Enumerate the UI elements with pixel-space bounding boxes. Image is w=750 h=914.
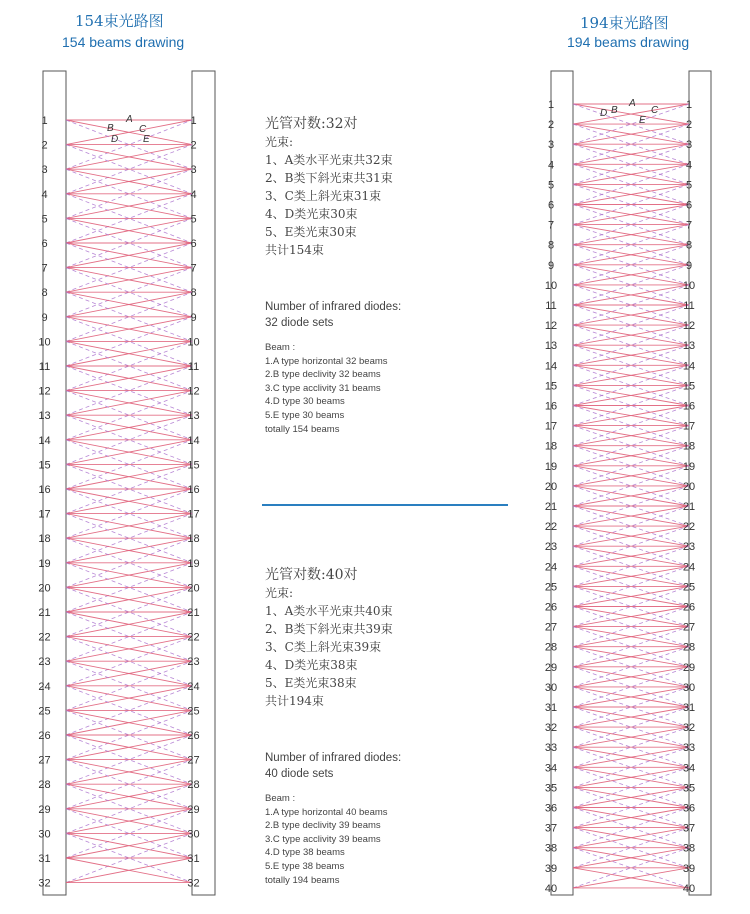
diode-number-right: 1: [190, 115, 197, 127]
beam-type-letter: A: [126, 114, 133, 125]
diode-number-left: 20: [544, 480, 558, 493]
diode-number-left: 18: [38, 533, 51, 546]
diode-number-right: 18: [682, 440, 696, 453]
diode-number-left: 11: [545, 300, 557, 312]
diode-number-left: 28: [38, 779, 51, 792]
diode-number-left: 27: [38, 754, 51, 767]
diode-number-left: 21: [38, 607, 51, 619]
diode-number-left: 27: [544, 621, 558, 634]
beam-line-zh: 4、D类光束38束: [265, 658, 358, 672]
diode-number-left: 9: [41, 311, 48, 324]
right-title-zh: 194束光路图: [580, 14, 669, 32]
diode-number-right: 24: [682, 561, 696, 574]
diode-number-left: 37: [544, 822, 558, 835]
diode-number-left: 10: [544, 279, 558, 292]
diode-number-left: 11: [38, 361, 51, 373]
diode-number-right: 10: [187, 336, 200, 349]
beam-type-letter: B: [107, 123, 114, 134]
diode-number-left: 30: [38, 828, 51, 841]
diode-number-left: 2: [41, 139, 48, 152]
diode-number-left: 31: [544, 702, 558, 714]
diode-number-right: 4: [190, 188, 197, 201]
beam-type-letter: C: [139, 124, 147, 135]
beam-type-letter: D: [600, 108, 608, 119]
diode-number-right: 3: [685, 139, 693, 152]
diode-number-left: 24: [544, 561, 558, 574]
diode-number-right: 38: [682, 842, 696, 855]
diode-number-left: 17: [544, 420, 558, 433]
diode-number-right: 33: [682, 742, 696, 755]
diode-number-left: 34: [544, 762, 558, 775]
section-divider: [262, 504, 508, 506]
diode-number-right: 7: [685, 219, 693, 232]
diode-number-left: 13: [38, 410, 51, 423]
beam-line-en: 3.C type acclivity 39 beams: [265, 833, 381, 845]
beam-type-letter: C: [651, 105, 659, 116]
diode-number-left: 25: [544, 581, 558, 594]
diode-number-right: 23: [682, 541, 696, 554]
diode-number-right: 34: [682, 762, 696, 775]
beam-heading-en: Beam :: [265, 793, 296, 804]
diode-number-right: 22: [187, 631, 200, 644]
beam-line-en: 2.B type declivity 39 beams: [265, 820, 381, 832]
beam-line-zh: 3、C类上斜光束39束: [265, 640, 382, 654]
diode-number-left: 15: [544, 380, 558, 393]
diode-number-right: 17: [187, 508, 200, 521]
diode-number-left: 30: [544, 681, 558, 694]
beam-line-zh: 2、B类下斜光束共39束: [265, 622, 393, 636]
diode-number-right: 26: [187, 730, 200, 742]
diode-number-left: 4: [41, 188, 48, 201]
diode-number-right: 12: [682, 320, 696, 333]
diode-number-left: 25: [38, 705, 51, 718]
diode-count-en-title: Number of infrared diodes:: [265, 752, 402, 764]
diode-number-left: 2: [547, 119, 555, 132]
diode-number-left: 21: [544, 501, 558, 513]
diode-number-left: 1: [547, 99, 555, 111]
diode-number-right: 27: [187, 754, 200, 767]
diode-number-right: 19: [682, 460, 696, 473]
diode-number-right: 18: [187, 533, 200, 546]
diode-sets-en: 40 diode sets: [265, 768, 334, 780]
diode-number-right: 28: [682, 641, 696, 654]
diode-number-right: 27: [682, 621, 696, 634]
diode-number-right: 13: [187, 410, 200, 423]
diode-number-left: 18: [544, 440, 558, 453]
beam-type-letter: E: [143, 134, 150, 145]
diode-number-right: 9: [685, 259, 693, 272]
diode-number-right: 30: [187, 828, 200, 841]
diode-number-left: 35: [544, 782, 558, 795]
diode-number-left: 23: [544, 541, 558, 554]
diode-number-right: 19: [187, 557, 200, 570]
diode-number-left: 39: [544, 862, 558, 875]
diode-number-right: 30: [682, 681, 696, 694]
diode-number-right: 29: [187, 803, 200, 816]
diode-number-left: 19: [38, 557, 51, 570]
diode-number-left: 12: [544, 320, 558, 333]
right-title-en: 194 beams drawing: [567, 34, 690, 50]
beam-line-en: 5.E type 30 beams: [265, 409, 345, 421]
diode-number-right: 37: [682, 822, 696, 835]
diode-number-right: 2: [190, 139, 197, 152]
diode-number-right: 16: [682, 400, 696, 413]
diode-count-en-title: Number of infrared diodes:: [265, 301, 402, 313]
diode-number-right: 14: [682, 360, 696, 373]
beam-heading-zh: 光束:: [265, 586, 294, 600]
beam-line-zh: 4、D类光束30束: [265, 207, 358, 221]
diode-number-right: 11: [187, 361, 200, 373]
diode-number-left: 3: [547, 139, 555, 152]
diode-number-left: 23: [38, 656, 51, 669]
diode-number-left: 32: [38, 877, 51, 890]
diode-number-left: 6: [41, 238, 48, 250]
diode-number-left: 16: [38, 484, 51, 496]
beam-line-zh: 5、E类光束30束: [265, 225, 357, 239]
diode-number-left: 40: [544, 882, 558, 895]
beam-line-en: 2.B type declivity 32 beams: [265, 369, 381, 381]
beam-total-en: totally 194 beams: [265, 874, 340, 886]
beam-type-letter: D: [111, 134, 119, 145]
diode-number-right: 31: [187, 853, 200, 865]
diode-number-left: 5: [41, 213, 48, 226]
diode-number-left: 19: [544, 460, 558, 473]
diode-number-left: 9: [547, 259, 555, 272]
diode-number-left: 17: [38, 508, 51, 521]
diode-number-right: 13: [682, 340, 696, 353]
diode-number-left: 33: [544, 742, 558, 755]
beam-line-zh: 2、B类下斜光束共31束: [265, 171, 393, 185]
beam-line-en: 3.C type acclivity 31 beams: [265, 382, 381, 394]
diode-number-right: 31: [682, 702, 696, 714]
diode-number-left: 26: [544, 601, 558, 614]
diode-count-zh: 光管对数:32对: [265, 116, 358, 132]
beam-total-en: totally 154 beams: [265, 423, 340, 435]
diode-number-left: 7: [41, 262, 48, 275]
diode-number-left: 1: [41, 115, 48, 127]
beam-line-en: 1.A type horizontal 40 beams: [265, 806, 388, 818]
diode-number-right: 40: [682, 882, 696, 895]
diode-sets-en: 32 diode sets: [265, 317, 334, 329]
diode-number-left: 29: [544, 661, 558, 674]
diode-count-zh: 光管对数:40对: [265, 567, 358, 583]
diode-number-left: 29: [38, 803, 51, 816]
diode-number-right: 4: [685, 159, 693, 172]
beam-type-letter: B: [611, 105, 618, 116]
diode-number-left: 4: [547, 159, 555, 172]
diode-number-left: 26: [38, 730, 51, 742]
diode-number-left: 22: [38, 631, 51, 644]
diode-number-right: 25: [682, 581, 696, 594]
diode-number-left: 15: [38, 459, 51, 472]
beam-heading-zh: 光束:: [265, 135, 294, 149]
diode-number-left: 24: [38, 680, 51, 693]
diode-number-right: 26: [682, 601, 696, 614]
diode-number-left: 16: [544, 400, 558, 413]
diode-number-right: 29: [682, 661, 696, 674]
beam-line-en: 1.A type horizontal 32 beams: [265, 355, 388, 367]
diode-number-left: 14: [544, 360, 558, 373]
diode-number-right: 6: [685, 199, 693, 212]
diode-number-right: 35: [682, 782, 696, 795]
info-block-32: [265, 115, 401, 436]
diode-number-left: 36: [544, 802, 558, 815]
diode-number-right: 39: [682, 862, 696, 875]
diode-number-left: 10: [38, 336, 51, 349]
diode-number-right: 24: [187, 680, 200, 693]
beam-line-zh: 1、A类水平光束共32束: [265, 153, 393, 167]
diode-number-right: 36: [682, 802, 696, 815]
diode-number-left: 14: [38, 434, 51, 447]
diode-number-right: 8: [685, 239, 693, 252]
diode-number-left: 8: [547, 239, 555, 252]
diode-number-right: 7: [190, 262, 197, 275]
diode-number-right: 3: [190, 164, 197, 177]
diode-number-left: 28: [544, 641, 558, 654]
diode-number-left: 12: [38, 385, 51, 398]
diode-number-right: 20: [187, 582, 200, 595]
diode-number-right: 12: [187, 385, 200, 398]
diode-number-right: 11: [683, 300, 695, 312]
diode-number-left: 32: [544, 722, 558, 735]
diode-number-right: 14: [187, 434, 200, 447]
diode-number-right: 5: [190, 213, 197, 226]
diode-number-left: 6: [547, 199, 555, 212]
diode-number-left: 7: [547, 219, 555, 232]
diode-number-right: 1: [685, 99, 693, 111]
diode-number-right: 5: [685, 179, 693, 192]
beam-line-en: 4.D type 30 beams: [265, 396, 345, 408]
diode-number-right: 17: [682, 420, 696, 433]
diode-number-left: 31: [38, 853, 51, 865]
info-block-40: [265, 566, 401, 887]
diode-number-right: 10: [682, 279, 696, 292]
diode-number-right: 20: [682, 480, 696, 493]
diode-number-right: 2: [685, 119, 693, 132]
beam-type-letter: A: [629, 98, 636, 109]
diode-number-left: 5: [547, 179, 555, 192]
diode-number-right: 32: [682, 722, 696, 735]
beam-line-en: 5.E type 38 beams: [265, 860, 345, 872]
diode-number-left: 20: [38, 582, 51, 595]
diode-number-left: 13: [544, 340, 558, 353]
beam-total-zh: 共计154束: [265, 243, 324, 257]
diode-number-right: 23: [187, 656, 200, 669]
diode-number-right: 32: [187, 877, 200, 890]
diode-number-left: 8: [41, 287, 48, 300]
beam-heading-en: Beam :: [265, 342, 296, 353]
diode-number-right: 8: [190, 287, 197, 300]
beam-line-zh: 3、C类上斜光束31束: [265, 189, 382, 203]
diode-number-right: 15: [682, 380, 696, 393]
beam-line-zh: 1、A类水平光束共40束: [265, 604, 393, 618]
beam-line-zh: 5、E类光束38束: [265, 676, 357, 690]
left-title-zh: 154束光路图: [75, 12, 164, 30]
diode-number-right: 15: [187, 459, 200, 472]
diode-number-right: 25: [187, 705, 200, 718]
diode-number-left: 38: [544, 842, 558, 855]
diode-number-left: 22: [544, 521, 558, 534]
diode-number-right: 22: [682, 521, 696, 534]
diode-number-left: 3: [41, 164, 48, 177]
beam-line-en: 4.D type 38 beams: [265, 847, 345, 859]
diode-number-right: 21: [187, 607, 200, 619]
beam-type-letter: E: [639, 115, 646, 126]
diode-number-right: 21: [682, 501, 696, 513]
diode-number-right: 9: [190, 311, 197, 324]
beam-total-zh: 共计194束: [265, 694, 324, 708]
diode-number-right: 16: [187, 484, 200, 496]
diode-number-right: 28: [187, 779, 200, 792]
left-title-en: 154 beams drawing: [62, 34, 185, 50]
diode-number-right: 6: [190, 238, 197, 250]
